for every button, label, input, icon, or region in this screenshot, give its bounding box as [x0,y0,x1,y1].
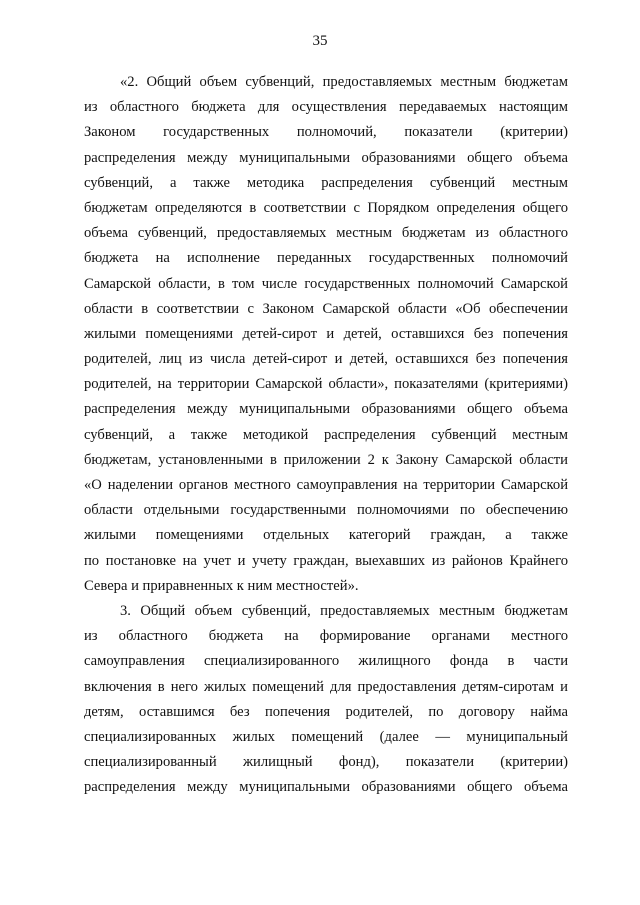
text-line: специализированных жилых помещений (далее — муниципальный [84,728,568,745]
text-line: из областного бюджета на формирование органами местного [84,628,568,645]
text-line: Самарской области, в том числе государственных полномочий Самарской [84,275,568,292]
text-line: родителей, лиц из числа детей-сирот и детей, оставшихся без попечения [84,351,568,368]
text-line: бюджетам, установленными в приложении 2 к Закону Самарской области [84,451,568,468]
text-line: самоуправления специализированного жилищного фонда в части [84,653,568,670]
text-line: 3. Общий объем субвенций, предоставляемых местным бюджетам [120,602,568,619]
text-line: распределения между муниципальными образованиями общего объема [84,401,568,418]
text-line: области в соответствии с Законом Самарской области «Об обеспечении [84,300,568,317]
text-line: «2. Общий объем субвенций, предоставляемых местным бюджетам [120,74,568,90]
document-body [84,70,568,800]
page-number: 35 [312,33,328,49]
text-line: родителей, на территории Самарской области», показателями (критериями) [84,376,568,393]
text-line: «О наделении органов местного самоуправления на территории Самарской [84,477,568,493]
paragraph-2 [84,70,568,599]
text-line: Севера и приравненных к ним местностей». [84,577,359,594]
text-line: распределения между муниципальными образованиями общего объема [84,779,568,796]
text-line: Законом государственных полномочий, показатели (критерии) [84,124,568,141]
text-line: детям, оставшимся без попечения родителей, по договору найма [84,703,568,720]
text-line: из областного бюджета для осуществления передаваемых настоящим [84,99,568,116]
text-line: жилыми помещениями отдельных категорий граждан, а также [84,527,568,544]
text-line: специализированный жилищный фонд), показатели (критерии) [84,754,568,771]
text-line: включения в него жилых помещений для предоставления детям-сиротам и [84,678,568,695]
text-line: распределения между муниципальными образованиями общего объема [84,149,568,166]
text-line: области отдельными государственными полномочиями по обеспечению [84,502,568,519]
text-line: бюджетам определяются в соответствии с Порядком определения общего [84,199,568,216]
text-line: жилыми помещениями детей-сирот и детей, оставшихся без попечения [84,325,568,342]
text-line: по постановке на учет и учету граждан, выехавших из районов Крайнего [84,552,568,569]
text-line: объема субвенций, предоставляемых местным бюджетам из областного [84,225,568,242]
text-line: бюджета на исполнение переданных государственных полномочий [84,250,568,267]
paragraph-3 [84,599,568,801]
text-line: субвенций, а также методикой распределения субвенций местным [84,426,568,443]
text-line: субвенций, а также методика распределения субвенций местным [84,174,568,191]
